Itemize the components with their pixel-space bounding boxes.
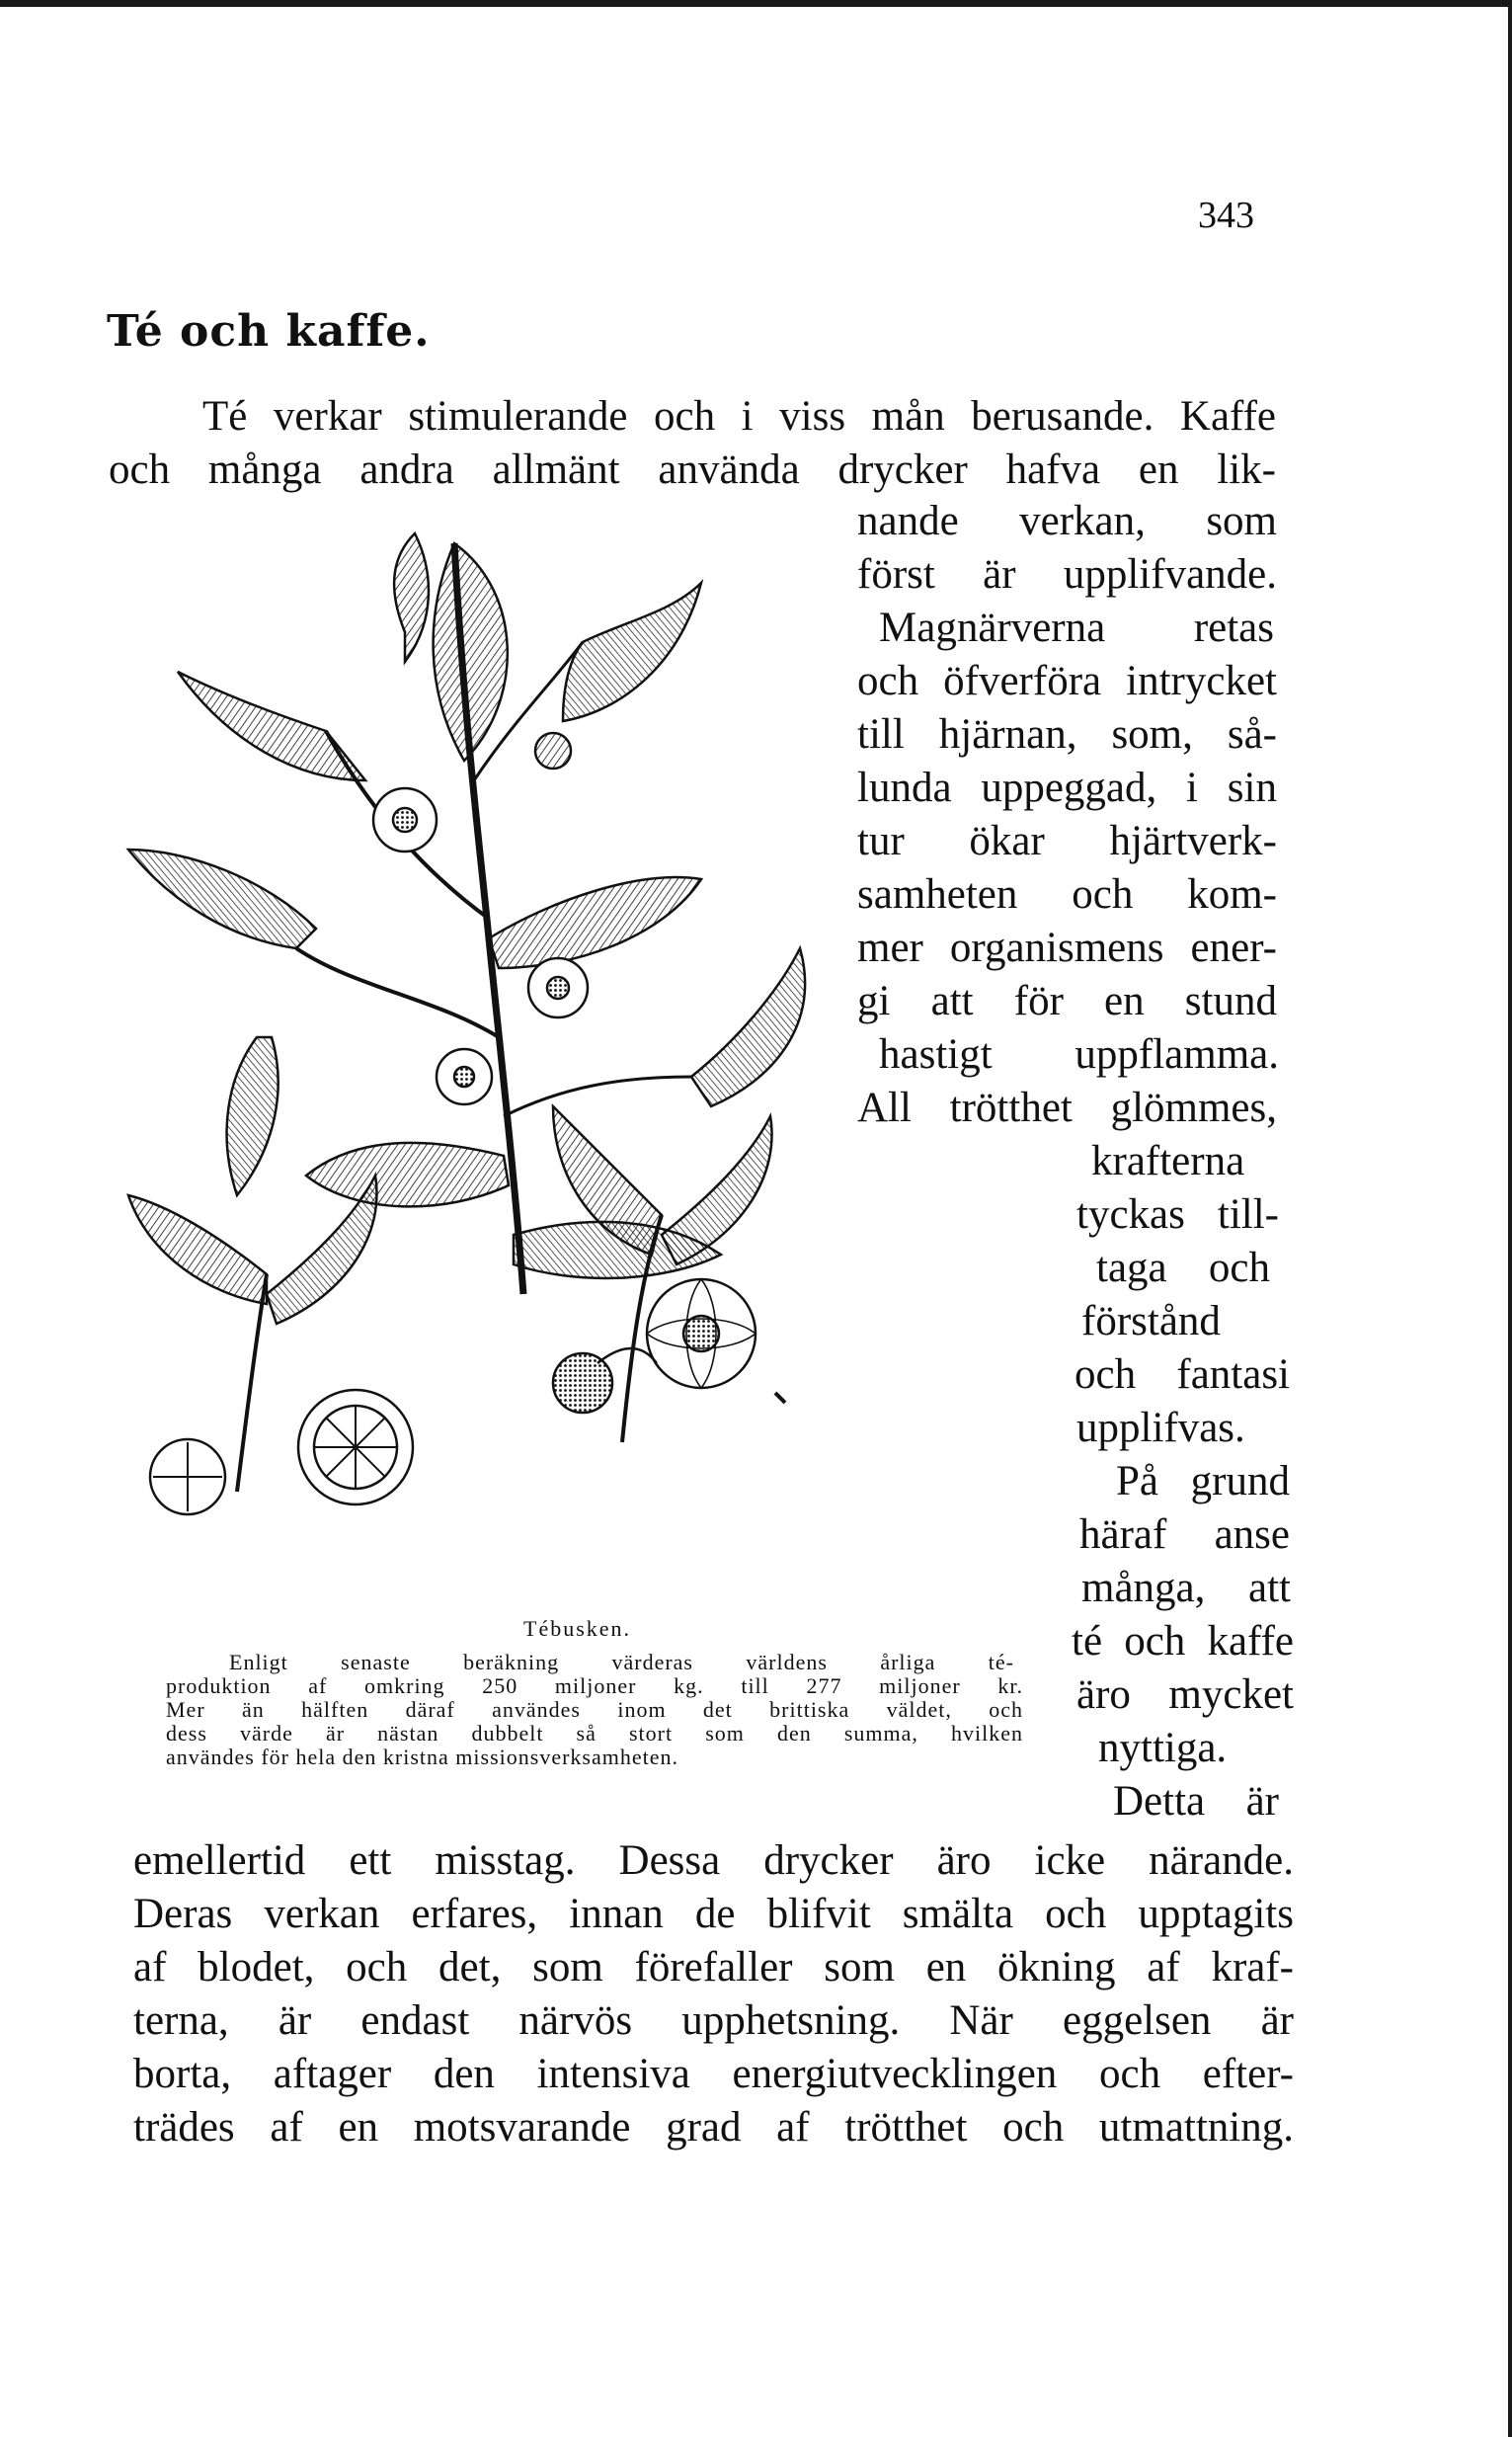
body-line: upplifvas. bbox=[1076, 1405, 1245, 1451]
body-line: först är upplifvande. bbox=[857, 551, 1277, 598]
body-line: krafterna bbox=[1091, 1138, 1245, 1184]
tea-bush-illustration bbox=[109, 524, 859, 1610]
body-line: Magnärverna retas bbox=[879, 605, 1274, 651]
body-line: borta, aftager den intensiva energiutvecklingen och efter- bbox=[133, 2051, 1294, 2097]
figure-caption-line: produktion af omkring 250 miljoner kg. till 277 miljoner kr. bbox=[166, 1673, 1023, 1698]
body-line: och fantasi bbox=[1074, 1351, 1290, 1398]
fruit-sprig bbox=[128, 1176, 413, 1514]
body-line: hastigt uppflamma. bbox=[879, 1031, 1279, 1078]
body-line: taga och bbox=[1096, 1245, 1270, 1291]
body-line: samheten och kom- bbox=[857, 871, 1277, 918]
body-line: trädes af en motsvarande grad af trötthet och utmattning. bbox=[133, 2104, 1294, 2151]
body-line: lunda uppeggad, i sin bbox=[857, 765, 1277, 811]
body-line: emellertid ett misstag. Dessa drycker äro icke närande. bbox=[133, 1837, 1294, 1884]
body-line: På grund bbox=[1116, 1458, 1290, 1504]
figure-caption-line: Mer än hälften däraf användes inom det brittiska väldet, och bbox=[166, 1697, 1023, 1722]
body-line: af blodet, och det, som förefaller som en ökning af kraf- bbox=[133, 1944, 1294, 1990]
body-line: till hjärnan, som, så- bbox=[857, 711, 1277, 758]
figure-caption-title: Tébusken. bbox=[523, 1616, 632, 1641]
body-line: gi att för en stund bbox=[857, 978, 1277, 1024]
body-line: té och kaffe bbox=[1072, 1618, 1294, 1665]
body-line: Detta är bbox=[1113, 1778, 1279, 1825]
body-line: nyttiga. bbox=[1098, 1725, 1228, 1771]
body-line: mer organismens ener- bbox=[857, 925, 1277, 971]
body-line: förstånd bbox=[1081, 1298, 1221, 1344]
figure-caption-line: dess värde är nästan dubbelt så stort som den summa, hvilken bbox=[166, 1721, 1023, 1746]
body-line: tur ökar hjärtverk- bbox=[857, 818, 1277, 864]
scan-edge-top bbox=[0, 0, 1512, 7]
leaves bbox=[128, 533, 805, 1278]
body-line: Té verkar stimulerande och i viss mån berusande. Kaffe bbox=[202, 393, 1276, 440]
figure-caption-line: Enligt senaste beräkning värderas världens årliga té- bbox=[229, 1650, 1014, 1674]
body-line: tyckas till- bbox=[1076, 1191, 1279, 1238]
body-line: nande verkan, som bbox=[857, 498, 1277, 544]
body-line: många, att bbox=[1081, 1565, 1291, 1611]
body-line: terna, är endast närvös upphetsning. När eggelsen är bbox=[133, 1997, 1294, 2044]
section-title: Té och kaffe. bbox=[107, 306, 431, 357]
body-line: och öfverföra intrycket bbox=[857, 658, 1277, 704]
body-line: häraf anse bbox=[1079, 1511, 1290, 1558]
scan-edge-right bbox=[1508, 0, 1512, 2437]
body-line: äro mycket bbox=[1076, 1671, 1294, 1718]
page-number: 343 bbox=[1198, 195, 1254, 236]
body-line: och många andra allmänt använda drycker hafva en lik- bbox=[109, 447, 1276, 493]
body-line: Deras verkan erfares, innan de blifvit smälta och upptagits bbox=[133, 1891, 1294, 1937]
body-line: All trötthet glömmes, bbox=[857, 1085, 1277, 1131]
figure-caption-line: användes för hela den kristna missionsverksamheten. bbox=[166, 1745, 678, 1769]
